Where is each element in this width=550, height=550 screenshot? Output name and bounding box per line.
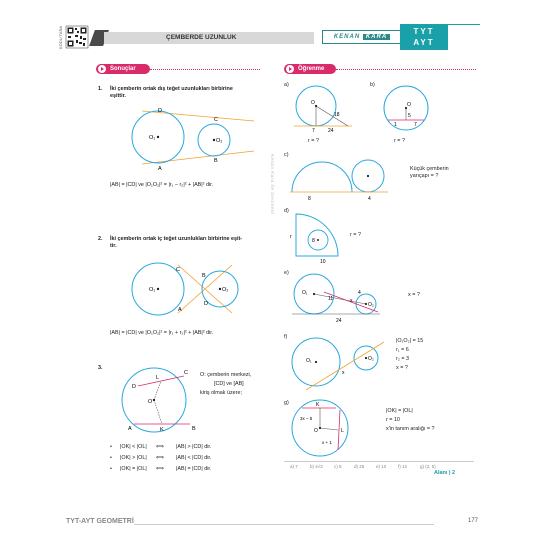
answers-rule [284, 461, 474, 462]
rule-right: |AB| > |CD| dir. [176, 444, 212, 450]
section-label: Sonuçlar [110, 66, 136, 72]
problem-g-given-1: |OK| = |OL| [386, 408, 413, 414]
section-pill-ogrenme [284, 64, 336, 74]
item3-desc-line2: [CD] ve [AB] [214, 381, 244, 387]
chord-distance-figure [104, 366, 199, 436]
label-8: 8 [308, 196, 311, 202]
label-o1: O₁ [149, 287, 156, 293]
qr-caption: KODU TARA [58, 26, 63, 49]
label-4: 4 [368, 196, 371, 202]
label-x: x [342, 370, 345, 376]
distance-ol [320, 428, 338, 430]
answer-g: g) (2, 5) [420, 464, 436, 469]
label-7: 7 [414, 122, 417, 128]
label-r: r [290, 234, 292, 240]
label-a: A [128, 426, 132, 432]
rule-arrow: ⟺ [156, 466, 164, 472]
answer-a: a) 7 [290, 464, 298, 469]
label-5: 5 [408, 113, 411, 119]
problem-e-question: x = ? [408, 292, 420, 298]
answer-b: b) 4√2 [310, 464, 323, 469]
label-7: 7 [312, 128, 315, 134]
label-l: L [156, 375, 160, 381]
label-8: 8 [312, 238, 315, 244]
rule-left: |OK| < |OL| [120, 444, 147, 450]
label-d: D [158, 108, 162, 114]
rule-arrow: ⟺ [156, 455, 164, 461]
rule-bullet: • [110, 466, 112, 472]
center-o2 [219, 288, 221, 290]
label-o2: O₂ [368, 356, 374, 362]
rule-left: |OK| = |OL| [120, 466, 147, 472]
problem-f-figure [288, 336, 388, 392]
exam-badge [400, 24, 448, 50]
section-rule [336, 69, 476, 70]
label-o1: O₁ [302, 290, 308, 296]
label-18: 18 [334, 112, 340, 118]
item1-formula: |AB| = |CD| ve |O₁O₂|² = |r₁ – r₂|² + |AB|² dir. [110, 182, 214, 188]
badge-bottom: AYT [413, 38, 435, 47]
label-d: D [132, 384, 136, 390]
center-o2 [365, 357, 367, 359]
book-title: TYT-AYT GEOMETRİ [66, 518, 134, 525]
problem-b-question: r = ? [394, 138, 405, 144]
internal-tangent [306, 342, 384, 390]
item-number: 2. [98, 236, 103, 242]
label-o1: O₁ [306, 358, 312, 364]
problem-a-question: r = ? [308, 138, 319, 144]
label-b: B [192, 426, 196, 432]
area-label: Alanı | 2 [434, 470, 456, 476]
problem-a-figure [288, 84, 358, 134]
label-b: B [214, 158, 218, 164]
external-tangent-figure [128, 107, 258, 172]
chord-l [338, 410, 340, 450]
problem-a-tag: a) [284, 82, 289, 88]
center-o1 [157, 288, 159, 290]
brand-second: KARA [363, 34, 390, 40]
tangent-line-bottom [142, 151, 254, 164]
footer-rule [134, 524, 434, 525]
problem-b-figure [376, 84, 436, 134]
label-o2: O₂ [216, 138, 223, 144]
label-o2: O₂ [222, 287, 229, 293]
problem-c-figure [288, 150, 428, 202]
vertical-side-text: Kenan Kara ile Geometri [270, 154, 275, 215]
answer-d: d) 25 [354, 464, 365, 469]
rule-bullet: • [110, 444, 112, 450]
rule-bullet: • [110, 455, 112, 461]
label-k: K [160, 427, 164, 433]
label-24: 24 [328, 128, 334, 134]
problem-f-tag: f) [284, 334, 288, 340]
problem-f-given-3: r₂ = 3 [396, 356, 410, 362]
internal-tangent-figure [128, 257, 258, 319]
center-o2 [213, 139, 215, 141]
problem-b-tag: b) [370, 82, 375, 88]
rule-right: |AB| = |CD| dir. [176, 466, 212, 472]
item3-desc-line3: kiriş olmak üzere; [200, 390, 242, 396]
book-page [58, 24, 480, 529]
problem-f-given-2: r₁ = 6 [396, 347, 409, 353]
page-number: 177 [467, 518, 478, 524]
topic-title: ÇEMBERDE UZUNLUK [104, 32, 314, 44]
center [315, 105, 317, 107]
label-c: C [176, 267, 180, 273]
label-o2: O₂ [368, 302, 374, 308]
segment-18 [316, 106, 348, 126]
center [317, 239, 319, 241]
problem-f-question: x = ? [396, 365, 408, 371]
page-footer [64, 518, 480, 530]
center-o1 [315, 361, 317, 363]
qr-code-icon[interactable] [66, 26, 88, 48]
problem-c-question-line1: Küçük çemberin [410, 166, 449, 172]
problem-d-tag: d) [284, 208, 289, 214]
label-x: x [350, 298, 353, 304]
label-c: C [214, 117, 218, 123]
section-pill-sonuclar [96, 64, 150, 74]
badge-top: TYT [413, 27, 435, 36]
item1-statement-line2: eşittir. [110, 93, 126, 99]
label-o: O [311, 100, 315, 106]
label-l: L [341, 428, 344, 434]
section-rule [150, 69, 260, 70]
problem-g-given-2: r = 10 [386, 417, 400, 423]
item2-statement-line2: tir. [110, 243, 117, 249]
problem-g-question: x'in tanım aralığı = ? [386, 426, 435, 432]
label-x-plus-1: x + 1 [322, 440, 332, 445]
play-icon [98, 65, 106, 73]
center-o1 [157, 136, 159, 138]
label-o: O [407, 102, 411, 108]
center [367, 175, 369, 177]
distance-ok [154, 400, 162, 424]
label-10: 10 [320, 259, 326, 265]
problem-c-question-line2: yarıçapı = ? [410, 173, 439, 179]
problem-d-figure [290, 210, 350, 265]
label-24: 24 [336, 318, 342, 324]
label-b: B [202, 273, 206, 279]
page-header [58, 24, 480, 52]
badge-corner-decoration [448, 24, 480, 51]
item3-desc-line1: O: çemberin merkezi, [200, 372, 252, 378]
rule-right: |AB| < |CD| dir. [176, 455, 212, 461]
play-icon [286, 65, 294, 73]
rule-arrow: ⟺ [156, 444, 164, 450]
rule-left: |OK| > |OL| [120, 455, 147, 461]
label-3x-5: 3x – 5 [300, 416, 313, 421]
answer-f: f) 12 [398, 464, 408, 469]
label-4: 4 [358, 290, 361, 296]
answer-e: e) 10 [376, 464, 387, 469]
problem-e-tag: e) [284, 270, 289, 276]
item2-formula: |AB| = |CD| ve |O₁O₂|² = |r₁ + r₂|² + |AB|² dir. [110, 330, 214, 336]
semicircle [292, 162, 352, 192]
brand-first: KENAN [333, 34, 361, 40]
problem-g-tag: g) [284, 400, 289, 406]
problem-e-figure [288, 272, 388, 324]
problem-d-question: r = ? [350, 232, 361, 238]
label-k: K [316, 402, 320, 408]
center-o2 [365, 303, 367, 305]
item1-statement-line1: İki çemberin ortak dış teğet uzunlukları birbirine [110, 86, 233, 92]
center [319, 427, 321, 429]
author-brand [322, 30, 402, 44]
center-o1 [313, 293, 315, 295]
item2-statement-line1: İki çemberin ortak iç teğet uzunlukları birbirine eşit- [110, 236, 243, 242]
label-c: C [184, 370, 188, 376]
item-number: 3. [98, 365, 103, 371]
problem-g-figure [288, 398, 368, 460]
distance-ol [154, 381, 161, 400]
label-1: 1 [394, 122, 397, 128]
label-a: A [158, 166, 162, 172]
label-o1: O₁ [149, 135, 156, 141]
section-label: Öğrenme [298, 66, 325, 72]
answer-c: c) 5 [334, 464, 342, 469]
item-number: 1. [98, 86, 103, 92]
label-o: O [314, 428, 318, 434]
problem-f-given-1: |O₁O₂| = 15 [396, 338, 424, 344]
label-a: A [178, 307, 182, 313]
label-d: D [204, 301, 208, 307]
center-o [153, 399, 155, 401]
problem-c-tag: c) [284, 152, 289, 158]
label-o: O [148, 399, 153, 405]
label-11: 11 [328, 296, 334, 302]
